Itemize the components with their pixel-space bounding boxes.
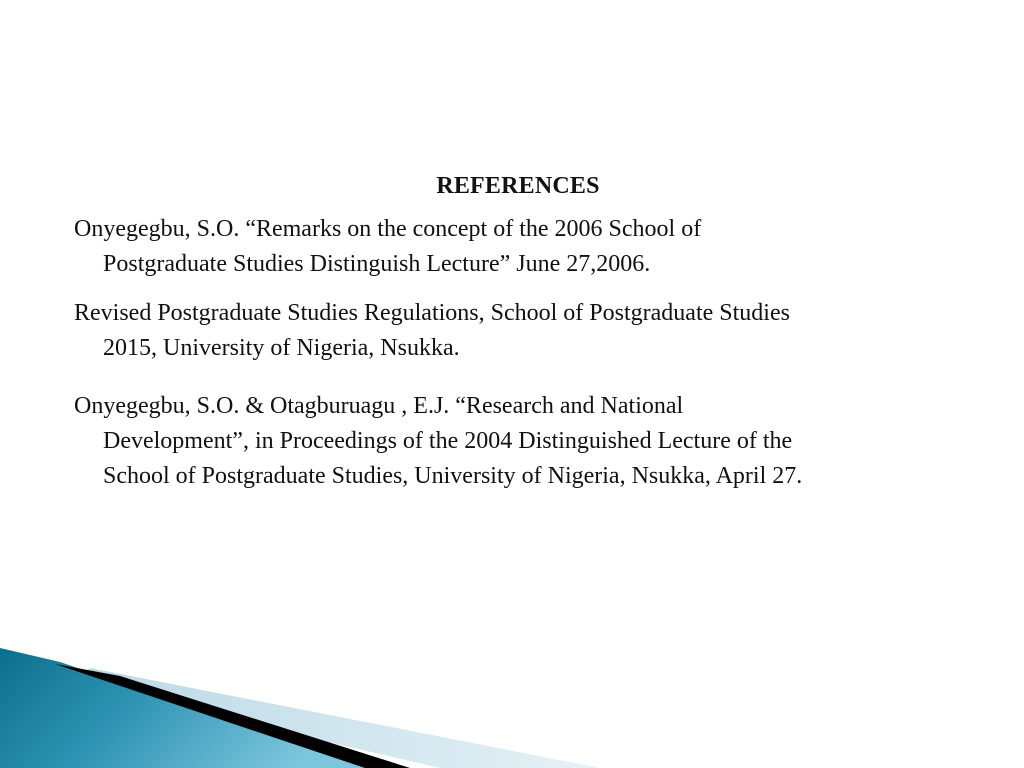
reference-3-line-1: Onyegegbu, S.O. & Otagburuagu , E.J. “Research and National (74, 393, 684, 419)
reference-3-line-2: Development”, in Proceedings of the 2004 Distinguished Lecture of the (103, 428, 793, 454)
swoosh-black-band (55, 664, 410, 768)
swoosh-pale-band (70, 668, 600, 768)
reference-entry-1 (74, 212, 954, 282)
reference-2-line-1: Revised Postgraduate Studies Regulations, School of Postgraduate Studies (74, 300, 790, 326)
reference-2-line-2: 2015, University of Nigeria, Nsukka. (103, 335, 460, 361)
reference-1-line-2: Postgraduate Studies Distinguish Lecture” June 27,2006. (103, 251, 651, 277)
reference-entry-3 (74, 389, 954, 494)
swoosh-teal-band (0, 648, 370, 768)
reference-1-line-1: Onyegegbu, S.O. “Remarks on the concept of the 2006 School of (74, 216, 702, 242)
reference-list (74, 212, 954, 494)
references-heading: REFERENCES (436, 173, 600, 199)
reference-3-line-3: School of Postgraduate Studies, University of Nigeria, Nsukka, April 27. (103, 463, 803, 489)
reference-entry-2 (74, 296, 954, 366)
